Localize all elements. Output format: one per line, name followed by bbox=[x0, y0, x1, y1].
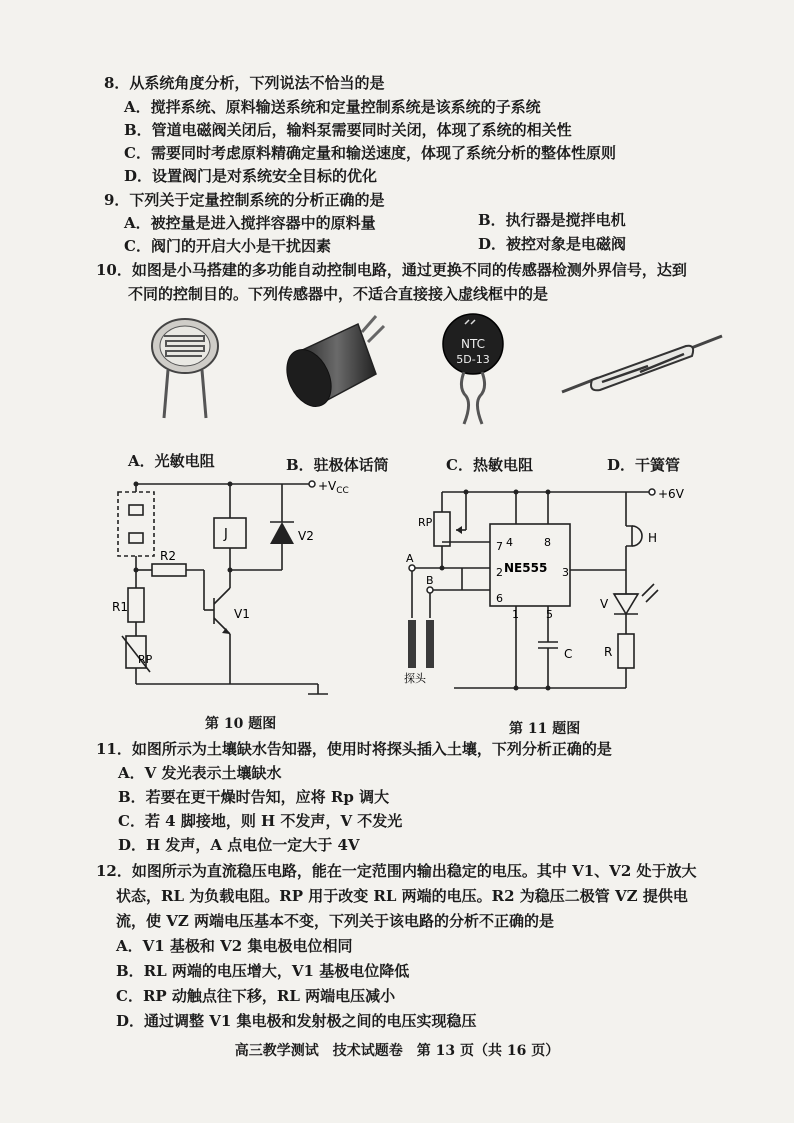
q11-option-a: A．V 发光表示土壤缺水 bbox=[118, 764, 282, 782]
q12-option-c: C．RP 动触点往下移，RL 两端电压减小 bbox=[116, 987, 396, 1005]
q8-stem: 8．从系统角度分析，下列说法不恰当的是 bbox=[104, 74, 385, 92]
fig10-r2-label: R2 bbox=[160, 549, 176, 563]
fig10-rp-label: RP bbox=[138, 653, 153, 666]
q10-stem-line1: 10．如图是小马搭建的多功能自动控制电路，通过更换不同的传感器检测外界信号，达到 bbox=[96, 261, 687, 279]
q11-option-d: D．H 发声，A 点电位一定大于 4V bbox=[118, 836, 360, 854]
fig11-chip-label: NE555 bbox=[504, 561, 548, 575]
q10-option-a: A．光敏电阻 bbox=[128, 452, 215, 470]
fig11-pin3: 3 bbox=[562, 566, 569, 579]
fig11-pin8: 8 bbox=[544, 536, 551, 549]
fig11-circuit bbox=[400, 478, 700, 710]
fig11-point-a: A bbox=[406, 552, 414, 565]
fig11-pin6: 6 bbox=[496, 592, 503, 605]
q9-option-a: A．被控量是进入搅拌容器中的原料量 bbox=[124, 214, 376, 232]
q11-option-c: C．若 4 脚接地，则 H 不发声，V 不发光 bbox=[118, 812, 403, 830]
fig11-led-label: V bbox=[600, 597, 609, 611]
q10-option-b: B．驻极体话筒 bbox=[286, 456, 389, 474]
fig10-caption: 第 10 题图 bbox=[205, 716, 277, 732]
q11-option-b: B．若要在更干燥时告知，应将 Rp 调大 bbox=[118, 788, 390, 806]
fig11-r-label: R bbox=[604, 645, 613, 659]
q8-option-a: A．搅拌系统、原料输送系统和定量控制系统是该系统的子系统 bbox=[124, 98, 541, 116]
q12-stem-line3: 流，使 VZ 两端电压基本不变，下列关于该电路的分析不正确的是 bbox=[116, 912, 555, 930]
thermistor-image bbox=[438, 308, 508, 426]
q12-option-d: D．通过调整 V1 集电极和发射极之间的电压实现稳压 bbox=[116, 1012, 477, 1030]
fig11-pin4: 4 bbox=[506, 536, 513, 549]
q8-option-b: B．管道电磁阀关闭后，输料泵需要同时关闭，体现了系统的相关性 bbox=[124, 121, 572, 139]
fig11-caption: 第 11 题图 bbox=[509, 721, 581, 737]
q10-stem-line2: 不同的控制目的。下列传感器中，不适合直接接入虚线框中的是 bbox=[128, 285, 549, 303]
fig11-point-b: B bbox=[426, 574, 434, 587]
q12-stem-line1: 12．如图所示为直流稳压电路，能在一定范围内输出稳定的电压。其中 V1、V2 处于放大 bbox=[96, 862, 697, 880]
fig11-pin2: 2 bbox=[496, 566, 503, 579]
fig10-circuit bbox=[100, 478, 349, 708]
q8-option-c: C．需要同时考虑原料精确定量和输送速度，体现了系统分析的整体性原则 bbox=[124, 144, 616, 162]
q12-option-a: A．V1 基极和 V2 集电极电位相同 bbox=[116, 937, 353, 955]
fig11-6v-label: +6V bbox=[658, 487, 684, 501]
fig10-r1-label: R1 bbox=[112, 600, 128, 614]
q8-option-d: D．设置阀门是对系统安全目标的优化 bbox=[124, 167, 378, 185]
reed-switch-image bbox=[562, 330, 722, 400]
fig10-vcc-label: $+V_{CC}$ bbox=[318, 479, 349, 496]
fig11-pin7: 7 bbox=[496, 540, 503, 553]
q10-option-c: C．热敏电阻 bbox=[446, 456, 533, 474]
q9-option-d: D．被控对象是电磁阀 bbox=[478, 235, 627, 253]
q10-option-d: D．干簧管 bbox=[607, 456, 681, 474]
fig10-relay-label: J bbox=[224, 527, 228, 542]
fig11-buzzer-label: H bbox=[648, 531, 658, 545]
fig11-pin1: 1 bbox=[512, 608, 519, 621]
photoresistor-image bbox=[140, 308, 230, 423]
ntc-marking-line1: NTC bbox=[461, 337, 485, 351]
q12-stem-line2: 状态，RL 为负载电阻。RP 用于改变 RL 两端的电压。R2 为稳压二极管 VZ 提供电 bbox=[116, 887, 688, 905]
ntc-marking-line2: 5D-13 bbox=[456, 353, 490, 366]
fig10-v2-label: V2 bbox=[298, 529, 314, 543]
fig11-c-label: C bbox=[564, 647, 573, 661]
q9-stem: 9．下列关于定量控制系统的分析正确的是 bbox=[104, 191, 385, 209]
electret-microphone-image bbox=[280, 312, 390, 417]
q12-option-b: B．RL 两端的电压增大，V1 基极电位降低 bbox=[116, 962, 410, 980]
page-footer: 高三教学测试 技术试题卷 第 13 页（共 16 页） bbox=[234, 1043, 560, 1059]
q11-stem: 11．如图所示为土壤缺水告知器，使用时将探头插入土壤，下列分析正确的是 bbox=[96, 740, 612, 758]
fig11-pin5: 5 bbox=[546, 608, 553, 621]
fig11-rp-label: RP bbox=[418, 516, 433, 529]
fig11-probe-label: 探头 bbox=[404, 672, 426, 685]
q9-option-b: B．执行器是搅拌电机 bbox=[478, 211, 626, 229]
q9-option-c: C．阀门的开启大小是干扰因素 bbox=[124, 237, 331, 255]
fig10-v1-label: V1 bbox=[234, 607, 250, 621]
